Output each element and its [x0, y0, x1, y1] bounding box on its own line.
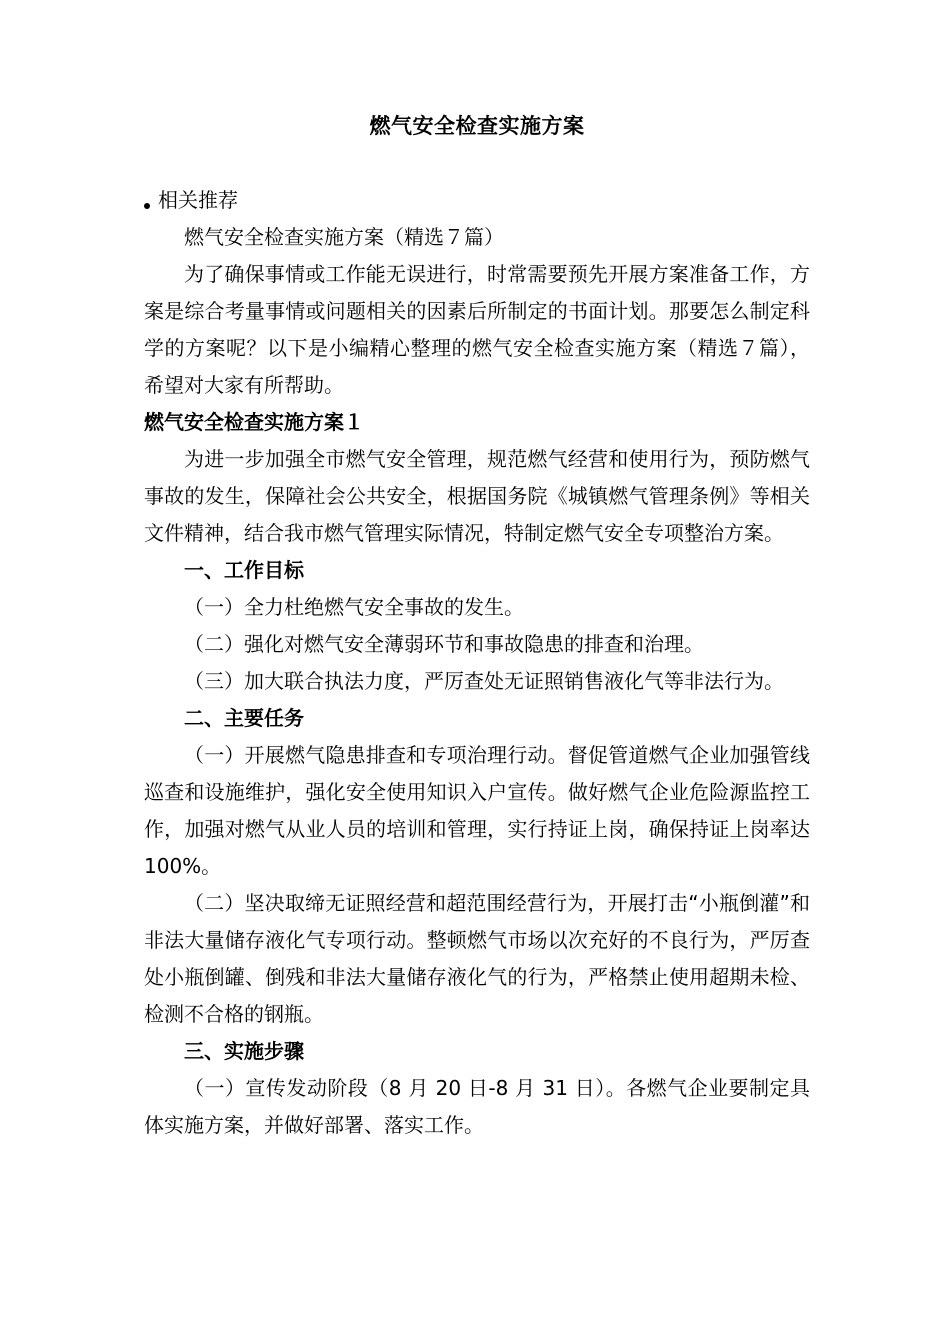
section-heading: 燃气安全检查实施方案１: [144, 410, 364, 434]
document-page: [144, 108, 810, 1144]
intro-paragraph: 为了确保事情或工作能无误进行，时常需要预先开展方案准备工作，方案是综合考量事情或问题相关的因素后所制定的书面计划。那要怎么制定科学的方案呢？以下是小编精心整理的燃气安全检查实施方案（精选７篇），希望对大家有所帮助。: [144, 262, 810, 397]
section-body: 为进一步加强全市燃气安全管理，规范燃气经营和使用行为，预防燃气事故的发生，保障社会公共安全，根据国务院《城镇燃气管理条例》等相关文件精神，结合我市燃气管理实际情况，特制定燃气安全专项整治方案。: [144, 447, 810, 545]
document-title: 燃气安全检查实施方案: [369, 114, 585, 138]
goal-item-1: （一）全力杜绝燃气安全事故的发生。: [184, 595, 524, 619]
task-item-1: （一）开展燃气隐患排查和专项治理行动。督促管道燃气企业加强管线巡查和设施维护，强化安全使用知识入户宣传。做好燃气企业危险源监控工作，加强对燃气从业人员的培训和管理，实行持证上岗，确保持证上岗率达 100%。: [144, 743, 810, 878]
step-item-1: （一）宣传发动阶段（8 月 20 日-8 月 31 日）。各燃气企业要制定具体实施方案，并做好部署、落实工作。: [144, 1076, 810, 1137]
related-heading-row: [144, 182, 810, 219]
tasks-heading: 二、主要任务: [184, 706, 304, 730]
related-heading: 相关推荐: [158, 188, 238, 212]
goals-heading: 一、工作目标: [184, 558, 304, 582]
task-item-2: （二）坚决取缔无证照经营和超范围经营行为，开展打击“小瓶倒灌”和非法大量储存液化气专项行动。整顿燃气市场以次充好的不良行为，严厉查处小瓶倒罐、倒残和非法大量储存液化气的行为，严格禁止使用超期未检、检测不合格的钢瓶。: [144, 891, 810, 1026]
goal-item-2: （二）强化对燃气安全薄弱环节和事故隐患的排查和治理。: [184, 632, 704, 656]
related-link[interactable]: 燃气安全检查实施方案（精选７篇）: [184, 225, 504, 249]
bullet-icon: [144, 203, 150, 209]
goal-item-3: （三）加大联合执法力度，严厉查处无证照销售液化气等非法行为。: [184, 669, 784, 693]
steps-heading: 三、实施步骤: [184, 1039, 304, 1063]
